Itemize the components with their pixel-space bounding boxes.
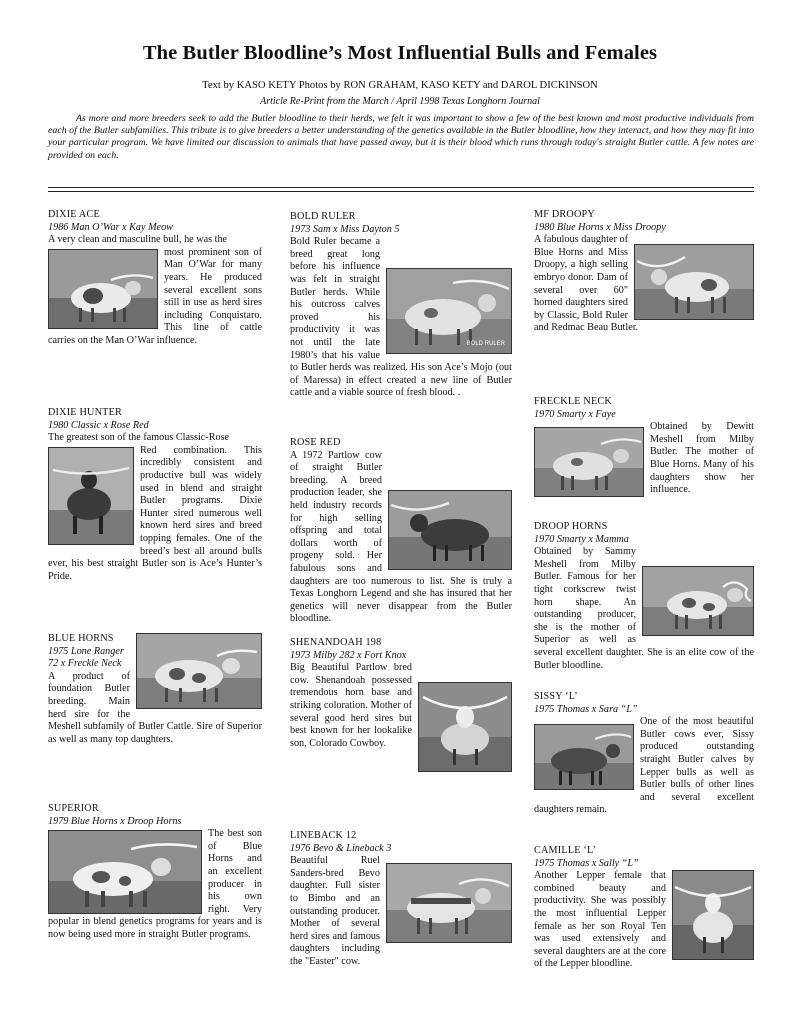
entry-pedigree: 1975 Thomas x Sara “L” — [534, 703, 638, 715]
longhorn-bull-icon — [49, 448, 133, 544]
entry-name: CAMILLE ‘L’ — [534, 845, 597, 856]
reprint-note: Article Re-Print from the March / April 1998 Texas Longhorn Journal — [260, 96, 540, 107]
entry-name: MF DROOPY — [534, 209, 595, 220]
longhorn-bull-icon — [49, 250, 157, 328]
entry-lineback — [290, 830, 512, 969]
cattle-photo — [136, 633, 262, 709]
divider — [48, 187, 754, 188]
cattle-photo — [634, 244, 754, 320]
longhorn-cow-icon — [419, 683, 511, 771]
cattle-photo — [418, 682, 512, 772]
cattle-photo — [48, 830, 202, 914]
entry-pedigree: 1979 Blue Horns x Droop Horns — [48, 815, 182, 827]
credits-line: Text by KASO KETY Photos by RON GRAHAM, KASO KETY and DAROL DICKINSON — [202, 80, 598, 91]
entry-pedigree: 1970 Smarty x Faye — [534, 408, 616, 420]
longhorn-cow-icon — [535, 725, 633, 789]
entry-name: ROSE RED — [290, 437, 341, 448]
cattle-photo — [48, 249, 158, 329]
entry-pedigree: 1973 Sam x Miss Dayton 5 — [290, 223, 400, 235]
entry-name: BOLD RULER — [290, 211, 356, 222]
entry-name: FRECKLE NECK — [534, 396, 612, 407]
cattle-photo — [534, 427, 644, 497]
entry-pedigree: 1973 Milby 282 x Fort Knox — [290, 649, 407, 661]
longhorn-cow-icon — [387, 864, 511, 942]
entry-dixie-hunter — [48, 407, 262, 583]
longhorn-cow-icon — [389, 491, 511, 569]
entry-body: Big Beautiful Partlow bred cow. Shenandoah possessed tremendous horn base and striking coloration. Mother of several good herd sires but best known for her lookalike son, Colorado Cowboy. — [290, 662, 412, 749]
entry-mf-droopy — [534, 209, 754, 335]
entry-name: DIXIE HUNTER — [48, 407, 122, 418]
entry-body: Another Lepper female that combined beauty and productivity. She was possibly the most influential Lepper female as her son Royal Ten was used extensively and several daughters are at the core of the Lepper bloodline. — [534, 870, 666, 970]
entry-rose-red — [290, 437, 512, 626]
entry-droop-horns — [534, 521, 754, 672]
cattle-photo — [48, 447, 134, 545]
entry-body: A fabulous daughter of Blue Horns and Miss Droopy, a high selling embryo donor. Dam of several over 60" horned daughters sired by Classic, Bold Ruler and Redmac Beau Butler. — [534, 234, 639, 334]
entry-name: LINEBACK 12 — [290, 830, 357, 841]
entry-pedigree: 1980 Classic x Rose Red — [48, 419, 149, 431]
entry-freckle-neck — [534, 396, 754, 499]
entry-body: Bold Ruler became a breed great long before his influence was felt in straight Butler herds. While his outcross calves proved his productivity it was not until the late 1980’s that his value to Butler herds was realized. His son Ace’s Mojo (out of Maressa) in effect created a new line of Butler cattle and a viable source of fresh blood. . — [290, 236, 512, 399]
entry-name: SHENANDOAH 198 — [290, 637, 382, 648]
cattle-photo — [534, 724, 634, 790]
entry-camille — [534, 845, 754, 971]
cattle-photo — [386, 268, 512, 354]
entry-body: most prominent son of Man O’War for many years. He produced several excellent sons still in use as herd sires including Conquistaro. This line of cattle carries on the Man O’War influence. — [48, 246, 262, 346]
entry-name: DROOP HORNS — [534, 521, 608, 532]
intro-paragraph: As more and more breeders seek to add the Butler bloodline to their herds, we felt it was important to show a few of the best known and most productive individuals from each of the Butler subfamilies. This tribute is to give breeders a better understanding of the genetics available in the Butler bloodline, how they interact, and how they may fit into your particular program. We have limited our discussion to animals that have passed away, but it is their blood which runs through today's straight Butler cattle. A few notes are provided on each. — [48, 113, 754, 161]
cattle-photo — [672, 870, 754, 960]
entry-name: DIXIE ACE — [48, 209, 100, 220]
entry-name: BLUE HORNS — [48, 633, 114, 644]
longhorn-cow-icon — [635, 245, 753, 319]
entry-body: A product of foundation Butler breeding. Main herd sire for the Meshell subfamily of Butler Cattle. Sire of Superior as well as many top daughters. — [48, 670, 262, 745]
entry-body: Red combination. This incredibly consistent and productive bull was widely used in blend and straight Butler programs. Dixie Hunter sired numerous well known herd sires and breed topping females. One of the breed’s best all around bulls ever, his best straight Butler son is Ace’s Hunter’s Pride. — [48, 444, 262, 582]
entry-pedigree: 1970 Smarty x Mamma — [534, 533, 629, 545]
entry-pedigree: 1986 Man O’War x Kay Meow — [48, 221, 173, 233]
entry-body: Obtained by Dewitt Meshell from Milby Butler. The mother of Blue Horns. Many of his daughters show her influence. — [650, 421, 754, 496]
entry-dixie-ace — [48, 209, 262, 348]
cattle-photo — [386, 863, 512, 943]
entry-pedigree: 1975 Lone Ranger 72 x Freckle Neck — [48, 645, 124, 670]
entry-body: The best son of Blue Horns and an excellent producer in his own right. Very popular in blend genetics programs for years and is now being used more in straight Butler programs. — [48, 828, 262, 940]
entry-blue-horns — [48, 633, 262, 746]
entry-body: One of the most beautiful Butler cows ever, Sissy produced outstanding straight Butler calves by Lepper bulls as well as Butler bulls of other lines and several excellent daughters remain. — [534, 716, 754, 816]
divider — [48, 191, 754, 192]
entry-pedigree: 1980 Blue Horns x Miss Droopy — [534, 221, 666, 233]
cattle-photo — [642, 566, 754, 636]
entry-bold-ruler — [290, 211, 512, 400]
longhorn-cow-icon — [535, 428, 643, 496]
entry-name: SUPERIOR — [48, 803, 99, 814]
entry-body: A 1972 Partlow cow of straight Butler breeding. A breed production leader, she held industry records for high selling offspring and total dollars worth of progeny sold. Her fabulous sons and daughters are too numerous to list. She is truly a Texas Longhorn Legend and she has insured that her genetics will never disappear from the Butler bloodline. — [290, 449, 512, 625]
entry-body: Beautiful Ruel Sanders-bred Bevo daughter. Full sister to Bimbo and an outstanding producer. Mother of several herd sires and famous daughters including the "Easter" cow. — [290, 855, 380, 967]
entry-lead: The greatest son of the famous Classic-Rose — [48, 432, 230, 444]
page-title: The Butler Bloodline’s Most Influential Bulls and Females — [142, 42, 658, 64]
longhorn-bull-icon — [137, 634, 261, 708]
entry-pedigree: 1976 Bevo & Lineback 3 — [290, 842, 392, 854]
longhorn-cow-icon — [673, 871, 753, 959]
entry-name: SISSY ‘L’ — [534, 691, 578, 702]
entry-shenandoah — [290, 637, 512, 774]
longhorn-bull-icon — [49, 831, 201, 913]
entry-sissy — [534, 691, 754, 817]
entry-pedigree: 1975 Thomas x Sally “L” — [534, 857, 639, 869]
entry-body: Obtained by Sammy Meshell from Milby Butler. Famous for her tight corkscrew twist horn shape. An outstanding producer, she is the mother of Superior as well as several excellent daughter. She is an elite cow of the Butler bloodline. — [534, 546, 754, 671]
photo-caption: BOLD RULER — [466, 340, 505, 347]
cattle-photo — [388, 490, 512, 570]
entry-superior — [48, 803, 262, 942]
longhorn-cow-icon — [643, 567, 753, 635]
entry-lead: A very clean and masculine bull, he was the — [48, 234, 228, 246]
